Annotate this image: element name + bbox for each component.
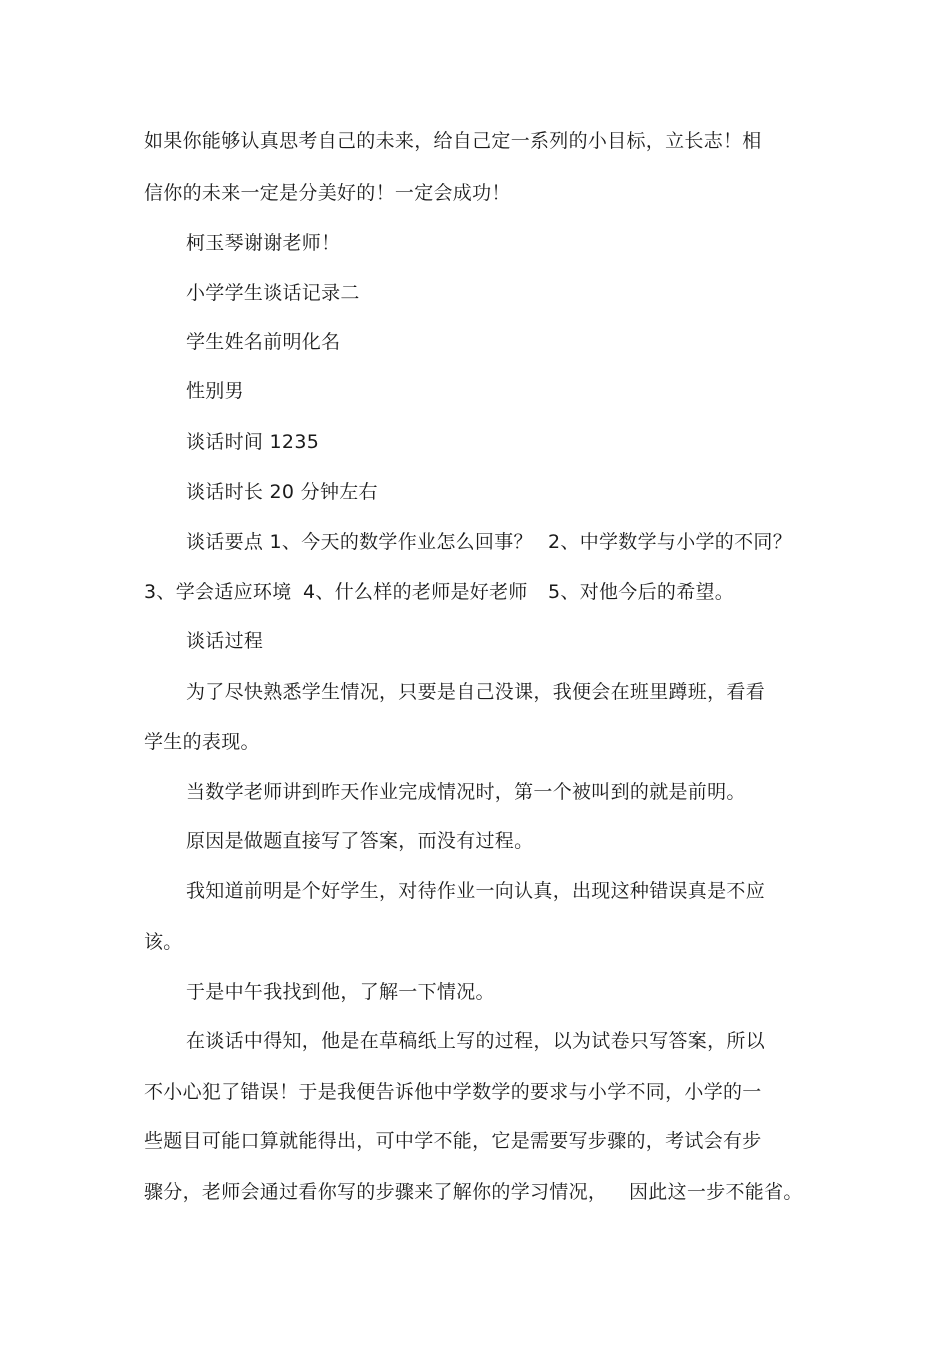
paragraph-line: 于是中午我找到他，了解一下情况。 <box>186 981 495 1003</box>
paragraph-line: 因此这一步不能省。 <box>629 1181 803 1203</box>
paragraph-line: 些题目可能口算就能得出，可中学不能，它是需要写步骤的，考试会有步 <box>144 1130 762 1152</box>
talk-time-field: 谈话时间 1235 <box>186 431 320 453</box>
talk-points-part5: 5、对他今后的希望。 <box>548 581 735 603</box>
student-name-field: 学生姓名前明化名 <box>186 331 341 353</box>
talk-points-part1: 谈话要点 1、今天的数学作业怎么回事？ <box>186 531 533 553</box>
paragraph-line: 当数学老师讲到昨天作业完成情况时，第一个被叫到的就是前明。 <box>186 781 746 803</box>
talk-points-part4: 4、什么样的老师是好老师 <box>303 581 528 603</box>
paragraph-line: 该。 <box>144 931 183 953</box>
talk-duration-field: 谈话时长 20 分钟左右 <box>186 481 378 503</box>
paragraph-line: 我知道前明是个好学生，对待作业一向认真，出现这种错误真是不应 <box>186 880 766 902</box>
paragraph-line: 不小心犯了错误！于是我便告诉他中学数学的要求与小学不同，小学的一 <box>144 1081 762 1103</box>
talk-points-part2: 2、中学数学与小学的不同？ <box>548 531 792 553</box>
paragraph-line: 在谈话中得知，他是在草稿纸上写的过程，以为试卷只写答案，所以 <box>186 1030 766 1052</box>
gender-field: 性别男 <box>186 380 244 402</box>
paragraph-line: 为了尽快熟悉学生情况，只要是自己没课，我便会在班里蹲班，看看 <box>186 681 766 703</box>
text-line: 如果你能够认真思考自己的未来，给自己定一系列的小目标，立长志！相 <box>144 130 762 152</box>
record-title: 小学学生谈话记录二 <box>186 282 360 304</box>
signature-line: 柯玉琴谢谢老师！ <box>186 232 341 254</box>
paragraph-line: 骤分，老师会通过看你写的步骤来了解你的学习情况， <box>144 1181 608 1203</box>
text-line: 信你的未来一定是分美好的！一定会成功！ <box>144 182 511 204</box>
paragraph-line: 学生的表现。 <box>144 731 260 753</box>
talk-points-part3: 3、学会适应环境 <box>144 581 292 603</box>
paragraph-line: 原因是做题直接写了答案，而没有过程。 <box>186 830 534 852</box>
process-title: 谈话过程 <box>186 630 264 652</box>
